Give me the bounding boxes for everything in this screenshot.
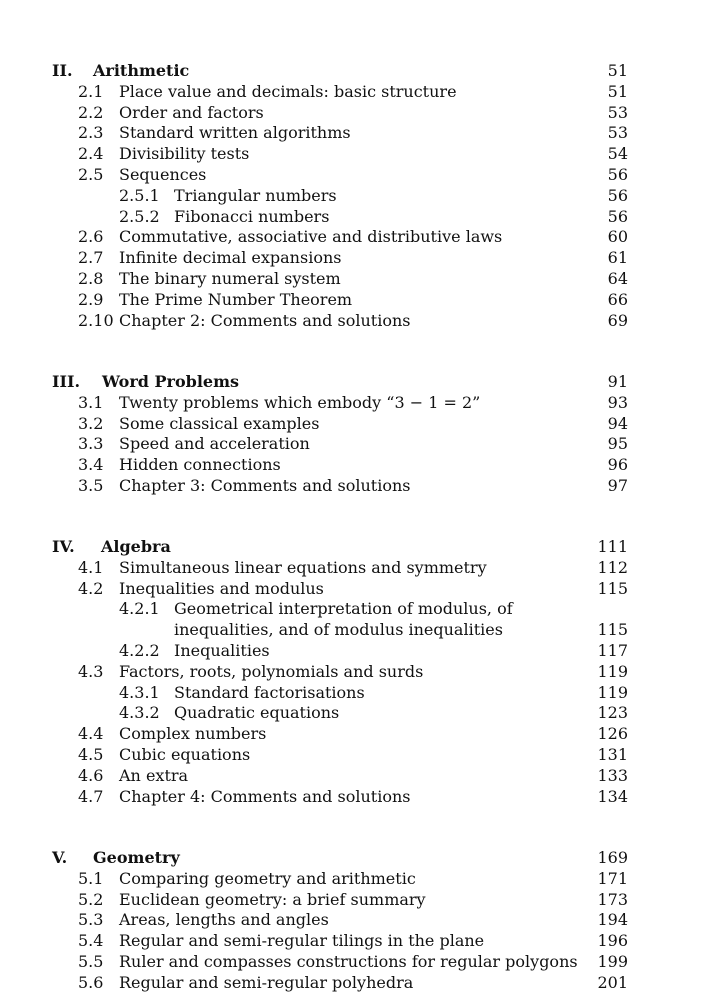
toc-entry[interactable] — [52, 434, 628, 455]
section-title: Some classical examples — [119, 413, 320, 433]
toc-entry[interactable] — [52, 890, 628, 911]
section-number: 5.6 — [78, 972, 104, 992]
page-number: 126 — [597, 724, 628, 744]
page-number: 97 — [607, 475, 628, 495]
toc-entry[interactable] — [52, 973, 628, 994]
toc-entry[interactable] — [52, 290, 628, 311]
page-number: 115 — [597, 620, 628, 640]
subsection-number: 4.2.1 — [119, 599, 160, 619]
toc-entry[interactable] — [52, 558, 628, 579]
section-number: 5.5 — [78, 951, 104, 971]
section-number: 3.2 — [78, 413, 104, 433]
chapter-heading[interactable] — [52, 61, 628, 82]
section-number: 5.4 — [78, 931, 104, 951]
section-number: 2.2 — [78, 102, 104, 122]
chapter-title: Word Problems — [102, 372, 240, 391]
section-number: 3.5 — [78, 475, 104, 495]
section-title: Sequences — [119, 164, 207, 184]
page-number: 119 — [597, 682, 628, 702]
page-number: 194 — [597, 910, 628, 930]
subsection-number: 4.2.2 — [119, 640, 160, 660]
section-title: Chapter 4: Comments and solutions — [119, 786, 411, 806]
section-title: Ruler and compasses constructions for regular polygons — [119, 951, 578, 971]
page-number: 56 — [607, 206, 628, 226]
page-number: 53 — [607, 102, 628, 122]
chapter-number: V. — [52, 848, 68, 867]
toc-subentry[interactable] — [52, 641, 628, 662]
chapter-number: II. — [52, 61, 73, 80]
page-number: 60 — [607, 227, 628, 247]
chapter-title: Geometry — [93, 848, 180, 867]
page-number: 196 — [597, 931, 628, 951]
toc-entry[interactable] — [52, 248, 628, 269]
section-title: Chapter 2: Comments and solutions — [119, 310, 411, 330]
toc-entry[interactable] — [52, 227, 628, 248]
page-number: 66 — [607, 289, 628, 309]
section-number: 2.1 — [78, 81, 104, 101]
section-number: 3.3 — [78, 434, 104, 454]
section-title: Factors, roots, polynomials and surds — [119, 661, 424, 681]
page-number: 115 — [597, 578, 628, 598]
section-title: Standard written algorithms — [119, 123, 351, 143]
chapter-5 — [52, 848, 628, 994]
section-number: 5.1 — [78, 868, 104, 888]
toc-entry[interactable] — [52, 787, 628, 808]
toc-entry[interactable] — [52, 165, 628, 186]
section-number: 2.3 — [78, 123, 104, 143]
page-number: 56 — [607, 164, 628, 184]
section-title: Regular and semi-regular polyhedra — [119, 972, 414, 992]
subsection-number: 4.3.1 — [119, 682, 160, 702]
toc-subentry[interactable] — [52, 186, 628, 207]
subsection-number: 2.5.1 — [119, 185, 160, 205]
chapter-title: Algebra — [101, 537, 171, 556]
toc-entry[interactable] — [52, 311, 628, 332]
page-number: 171 — [597, 868, 628, 888]
page-number: 112 — [597, 557, 628, 577]
subsection-title: Geometrical interpretation of modulus, of inequalities, and of modulus inequalities — [174, 599, 513, 640]
section-number: 4.6 — [78, 765, 104, 785]
chapter-3 — [52, 372, 628, 497]
toc-entry[interactable] — [52, 144, 628, 165]
page-number: 96 — [607, 455, 628, 475]
section-number: 3.4 — [78, 455, 104, 475]
page-number: 56 — [607, 185, 628, 205]
section-title: Areas, lengths and angles — [119, 910, 329, 930]
section-number: 3.1 — [78, 392, 104, 412]
toc-subentry[interactable] — [52, 703, 628, 724]
section-number: 2.7 — [78, 248, 104, 268]
section-title: Comparing geometry and arithmetic — [119, 868, 416, 888]
subsection-number: 2.5.2 — [119, 206, 160, 226]
page-number: 53 — [607, 123, 628, 143]
chapter-heading[interactable] — [52, 372, 628, 393]
page-number: 54 — [607, 144, 628, 164]
page-number: 91 — [607, 372, 628, 391]
toc-entry[interactable] — [52, 476, 628, 497]
section-title: The Prime Number Theorem — [119, 289, 353, 309]
page-number: 199 — [597, 951, 628, 971]
section-title: Hidden connections — [119, 455, 281, 475]
section-title: Order and factors — [119, 102, 264, 122]
page-number: 93 — [607, 392, 628, 412]
subsection-title: Quadratic equations — [174, 703, 340, 723]
toc-entry[interactable] — [52, 393, 628, 414]
section-number: 4.7 — [78, 786, 104, 806]
page-number: 95 — [607, 434, 628, 454]
section-title: An extra — [119, 765, 189, 785]
toc-entry[interactable] — [52, 269, 628, 290]
section-title: Inequalities and modulus — [119, 578, 324, 598]
section-number: 4.4 — [78, 724, 104, 744]
section-number: 5.3 — [78, 910, 104, 930]
section-number: 5.2 — [78, 889, 104, 909]
section-number: 2.4 — [78, 144, 104, 164]
subsection-title: Inequalities — [174, 640, 270, 660]
chapter-4 — [52, 537, 628, 807]
toc-entry[interactable] — [52, 662, 628, 683]
subsection-title: Fibonacci numbers — [174, 206, 330, 226]
section-number: 2.5 — [78, 164, 104, 184]
page-number: 173 — [597, 889, 628, 909]
page-number: 94 — [607, 413, 628, 433]
page-number: 119 — [597, 661, 628, 681]
page-number: 69 — [607, 310, 628, 330]
page-number: 169 — [597, 848, 628, 867]
toc-entry[interactable] — [52, 745, 628, 766]
toc-entry[interactable] — [52, 766, 628, 787]
toc-entry[interactable] — [52, 910, 628, 931]
section-title: Speed and acceleration — [119, 434, 310, 454]
section-title: The binary numeral system — [119, 268, 341, 288]
section-title: Divisibility tests — [119, 144, 250, 164]
toc-entry[interactable] — [52, 123, 628, 144]
page-number: 64 — [607, 268, 628, 288]
page-number: 51 — [607, 61, 628, 80]
toc-entry[interactable] — [52, 724, 628, 745]
section-number: 4.5 — [78, 744, 104, 764]
toc-entry[interactable] — [52, 931, 628, 952]
chapter-number: IV. — [52, 537, 75, 556]
toc-entry[interactable] — [52, 869, 628, 890]
page-number: 51 — [607, 81, 628, 101]
chapter-heading[interactable] — [52, 537, 628, 558]
section-title: Regular and semi-regular tilings in the plane — [119, 931, 485, 951]
page-number: 123 — [597, 703, 628, 723]
section-title: Complex numbers — [119, 724, 267, 744]
page-number: 117 — [597, 640, 628, 660]
page-number: 134 — [597, 786, 628, 806]
toc-entry[interactable] — [52, 455, 628, 476]
section-title: Euclidean geometry: a brief summary — [119, 889, 426, 909]
toc-entry[interactable] — [52, 579, 628, 600]
subsection-title: Triangular numbers — [174, 185, 337, 205]
toc-subentry[interactable] — [52, 599, 628, 641]
page-number: 133 — [597, 765, 628, 785]
page-number: 201 — [597, 972, 628, 992]
section-number: 2.8 — [78, 268, 104, 288]
section-title: Infinite decimal expansions — [119, 248, 342, 268]
chapter-number: III. — [52, 372, 81, 391]
section-number: 2.9 — [78, 289, 104, 309]
section-title: Cubic equations — [119, 744, 251, 764]
section-title: Twenty problems which embody “3 − 1 = 2” — [119, 392, 481, 412]
section-number: 4.1 — [78, 557, 104, 577]
chapter-title: Arithmetic — [93, 61, 190, 80]
section-number: 4.2 — [78, 578, 104, 598]
chapter-heading[interactable] — [52, 848, 628, 869]
toc-subentry[interactable] — [52, 207, 628, 228]
toc-entry[interactable] — [52, 952, 628, 973]
section-number: 4.3 — [78, 661, 104, 681]
section-number: 2.6 — [78, 227, 104, 247]
section-number: 2.10 — [78, 310, 114, 330]
subsection-title: Standard factorisations — [174, 682, 365, 702]
page-number: 131 — [597, 744, 628, 764]
chapter-2 — [52, 61, 628, 331]
toc-entry[interactable] — [52, 103, 628, 124]
subsection-number: 4.3.2 — [119, 703, 160, 723]
toc-entry[interactable] — [52, 82, 628, 103]
section-title: Simultaneous linear equations and symmetry — [119, 557, 487, 577]
section-title: Place value and decimals: basic structure — [119, 81, 457, 101]
page-number: 61 — [607, 248, 628, 268]
toc-entry[interactable] — [52, 414, 628, 435]
page-number: 111 — [597, 537, 628, 556]
section-title: Chapter 3: Comments and solutions — [119, 475, 411, 495]
toc-subentry[interactable] — [52, 683, 628, 704]
section-title: Commutative, associative and distributive laws — [119, 227, 503, 247]
